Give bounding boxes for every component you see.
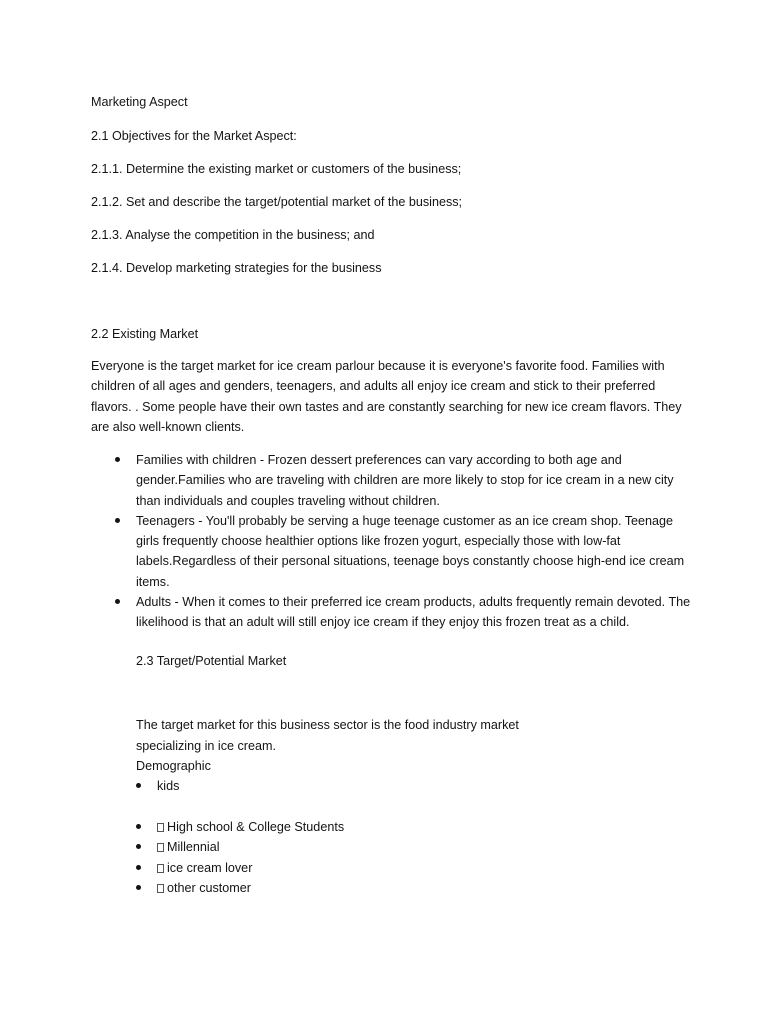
bullet-item bbox=[115, 592, 695, 633]
demographic-item bbox=[136, 817, 344, 837]
objective-item: 2.1.1. Determine the existing market or customers of the business; bbox=[91, 162, 462, 176]
existing-market-title: 2.2 Existing Market bbox=[91, 327, 199, 341]
document-heading: Marketing Aspect bbox=[91, 95, 188, 109]
bullet-text: Adults - When it comes to their preferred ice cream products, adults frequently remain devoted. The likelihood is that an adult will still enjoy ice cream if they enjoy this frozen treat as a child. bbox=[136, 595, 691, 630]
missing-glyph-icon bbox=[157, 843, 164, 852]
demographic-item-text: other customer bbox=[167, 880, 251, 895]
demographic-item bbox=[136, 837, 344, 857]
demographic-item-text: kids bbox=[157, 779, 180, 793]
bullet-dot-icon bbox=[115, 599, 120, 604]
demographic-list bbox=[136, 817, 344, 898]
bullet-dot-icon bbox=[115, 457, 120, 462]
missing-glyph-icon bbox=[157, 864, 164, 873]
demographic-first-list bbox=[136, 776, 179, 796]
bullet-text: Families with children - Frozen dessert preferences can vary according to both age and gender.Families who are traveling with children are more likely to stop for ice cream in a new city than individuals and couples traveling without children. bbox=[136, 453, 674, 508]
objectives-title: 2.1 Objectives for the Market Aspect: bbox=[91, 129, 297, 143]
bullet-dot-icon bbox=[136, 824, 141, 829]
objective-item: 2.1.4. Develop marketing strategies for the business bbox=[91, 261, 382, 275]
demographic-item-text: High school & College Students bbox=[167, 820, 345, 834]
bullet-dot-icon bbox=[115, 518, 120, 523]
target-market-line: The target market for this business sector is the food industry market bbox=[136, 718, 519, 732]
bullet-dot-icon bbox=[136, 783, 141, 788]
demographic-label: Demographic bbox=[136, 759, 211, 773]
demographic-item-text: ice cream lover bbox=[167, 860, 253, 875]
missing-glyph-icon bbox=[157, 884, 164, 893]
objective-item: 2.1.3. Analyse the competition in the business; and bbox=[91, 228, 375, 242]
bullet-dot-icon bbox=[136, 885, 141, 890]
demographic-item-text: Millennial bbox=[167, 840, 220, 855]
bullet-item bbox=[115, 511, 695, 592]
demographic-item bbox=[136, 858, 344, 878]
target-market-line: specializing in ice cream. bbox=[136, 739, 276, 753]
objective-item: 2.1.2. Set and describe the target/potential market of the business; bbox=[91, 195, 463, 209]
target-market-title: 2.3 Target/Potential Market bbox=[136, 654, 287, 668]
bullet-dot-icon bbox=[136, 844, 141, 849]
bullet-item bbox=[115, 450, 695, 511]
bullet-text: Teenagers - You'll probably be serving a huge teenage customer as an ice cream shop. Teenage girls frequently choose healthier options like frozen yogurt, especially those with low-fat labels.Regardless of their personal situations, teenage boys constantly choose high-end ice cream items. bbox=[136, 513, 685, 589]
demographic-item bbox=[136, 776, 179, 796]
existing-market-bullets bbox=[115, 450, 695, 633]
existing-market-paragraph: Everyone is the target market for ice cream parlour because it is everyone's favorite food. Families with children of all ages and genders, teenagers, and adults all enjoy ice cream and stick to their preferred flavors. . Some people have their own tastes and are constantly searching for new ice cream flavors. They are also well-known clients. bbox=[91, 359, 682, 434]
missing-glyph-icon bbox=[157, 823, 164, 832]
bullet-dot-icon bbox=[136, 865, 141, 870]
demographic-item bbox=[136, 878, 344, 898]
